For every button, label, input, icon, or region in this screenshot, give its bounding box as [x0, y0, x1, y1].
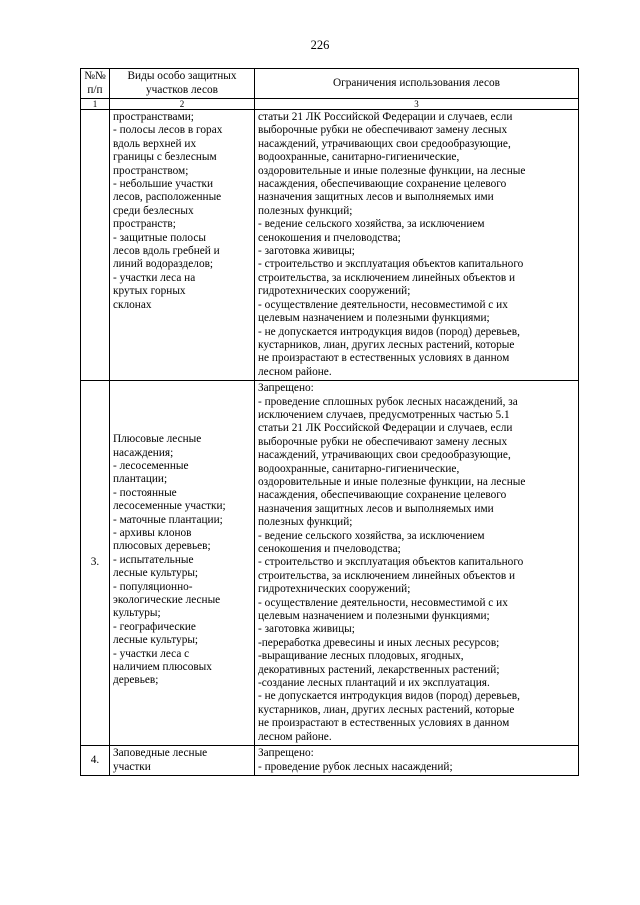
restriction-line: лесном районе. [258, 365, 332, 378]
table-row [81, 746, 579, 776]
restriction-line: -выращивание лесных плодовых, ягодных, [258, 650, 464, 663]
kind-line: - маточные плантации; [113, 513, 223, 526]
kind-line: - популяционно- [113, 580, 193, 593]
restriction-line: - заготовка живицы; [258, 245, 355, 258]
kind-line: линий водоразделов; [113, 258, 214, 271]
restriction-line: назначения защитных лесов и выполняемых ими [258, 191, 494, 204]
column-number: 1 [81, 99, 110, 110]
column-numbers-row [81, 99, 579, 110]
restriction-line: оздоровительные и иные полезные функции, на лесные [258, 475, 526, 488]
kind-line: среди безлесных [113, 204, 194, 217]
table-row [81, 110, 579, 381]
restriction-line: строительства, за исключением линейных объектов и [258, 569, 516, 582]
kind-line: - защитные полосы [113, 231, 206, 244]
kind-line: пространством; [113, 164, 189, 177]
kind-line: Плюсовые лесные [113, 433, 202, 446]
restriction-line: целевым назначением и полезными функциями; [258, 610, 490, 623]
restriction-line: сенокошения и пчеловодства; [258, 231, 401, 244]
restriction-line: - заготовка живицы; [258, 623, 355, 636]
kinds-cell [110, 110, 255, 381]
restriction-line: водоохранные, санитарно-гигиенические, [258, 151, 460, 164]
restriction-line: статьи 21 ЛК Российской Федерации и случаев, если [258, 422, 513, 435]
kind-line: лесов, расположенные [113, 191, 222, 204]
restriction-line: - не допускается интродукция видов (пород) деревьев, [258, 325, 520, 338]
kind-line: деревьев; [113, 674, 159, 687]
restriction-line: полезных функций; [258, 204, 353, 217]
kind-line: - полосы лесов в горах [113, 124, 223, 137]
restriction-line: -создание лесных плантаций и их эксплуатация. [258, 677, 490, 690]
column-number: 2 [110, 99, 255, 110]
restriction-line: статьи 21 ЛК Российской Федерации и случаев, если [258, 111, 513, 123]
restriction-line: насаждений, утрачивающих свои средообразующие, [258, 449, 511, 462]
restriction-line: назначения защитных лесов и выполняемых ими [258, 502, 494, 515]
kind-line: лесные культуры; [113, 634, 199, 647]
restriction-line: водоохранные, санитарно-гигиенические, [258, 462, 460, 475]
page-number: 226 [310, 38, 330, 52]
restriction-line: - проведение рубок лесных насаждений; [258, 760, 453, 773]
restriction-line: оздоровительные и иные полезные функции, на лесные [258, 164, 526, 177]
kind-line: - небольшие участки [113, 178, 214, 191]
kind-line: плюсовых деревьев; [113, 540, 211, 553]
restriction-line: не произрастают в естественных условиях в данном [258, 352, 510, 365]
restriction-line: -переработка древесины и иных лесных ресурсов; [258, 636, 500, 649]
kind-line: пространствами; [113, 111, 194, 123]
kinds-cell [110, 381, 255, 746]
kind-line: лесные культуры; [113, 567, 199, 580]
header-restrictions: Ограничения использования лесов [255, 69, 579, 99]
kind-line: пространств; [113, 218, 176, 231]
header-number [81, 69, 110, 99]
restriction-line: - строительство и эксплуатация объектов капитального [258, 556, 524, 569]
kind-line: наличием плюсовых [113, 661, 212, 674]
kinds-cell [110, 746, 255, 776]
kind-line: экологические лесные [113, 594, 221, 606]
restriction-line: - проведение сплошных рубок лесных насаждений, за [258, 395, 518, 408]
kind-line: лесосеменные участки; [113, 500, 226, 513]
restriction-line: гидротехнических сооружений; [258, 583, 411, 596]
restrictions-table [80, 68, 579, 776]
restrictions-cell [255, 381, 579, 746]
kind-line: насаждения; [113, 446, 174, 459]
table-row [81, 381, 579, 746]
restriction-line: исключением случаев, предусмотренных частью 5.1 [258, 408, 510, 421]
header-number-line: п/п [87, 83, 103, 96]
header-kinds [110, 69, 255, 99]
restriction-line: выборочные рубки не обеспечивают замену лесных [258, 124, 508, 137]
restriction-line: гидротехнических сооружений; [258, 285, 411, 298]
table-header-row [81, 69, 579, 99]
restriction-line: - ведение сельского хозяйства, за исключением [258, 529, 485, 542]
kind-line: склонах [113, 298, 152, 311]
restriction-line: - не допускается интродукция видов (пород) деревьев, [258, 690, 520, 703]
restriction-line: - осуществление деятельности, несовместимой с их [258, 298, 508, 311]
restriction-line: лесном районе. [258, 730, 332, 743]
restriction-line: декоративных растений, лекарственных растений; [258, 663, 500, 676]
restriction-line: насаждений, утрачивающих свои средообразующие, [258, 137, 511, 150]
restriction-line: не произрастают в естественных условиях в данном [258, 717, 510, 730]
restriction-line: кустарников, лиан, других лесных растений, которые [258, 703, 515, 716]
restriction-line: насаждения, обеспечивающие сохранение целевого [258, 489, 507, 502]
kind-line: культуры; [113, 607, 161, 620]
kind-line: - лесосеменные [113, 459, 189, 472]
kind-line: участки [113, 760, 151, 773]
kind-line: лесов вдоль гребней и [113, 245, 220, 258]
kind-line: вдоль верхней их [113, 137, 197, 150]
row-number [81, 110, 110, 381]
kind-line: - постоянные [113, 486, 177, 499]
kind-line: - участки леса на [113, 271, 196, 284]
restriction-line: полезных функций; [258, 516, 353, 529]
kind-line: - архивы клонов [113, 526, 192, 539]
kind-line: - географические [113, 620, 196, 633]
restriction-line: кустарников, лиан, других лесных растений, которые [258, 338, 515, 351]
restriction-line: сенокошения и пчеловодства; [258, 543, 401, 555]
restriction-line: целевым назначением и полезными функциями; [258, 312, 490, 325]
restriction-line: Запрещено: [258, 382, 314, 395]
kind-line: - участки леса с [113, 647, 190, 660]
kind-line: крутых горных [113, 285, 186, 298]
column-number: 3 [255, 99, 579, 110]
restriction-line: строительства, за исключением линейных объектов и [258, 271, 516, 284]
kind-line: границы с безлесным [113, 151, 217, 164]
restriction-line: насаждения, обеспечивающие сохранение целевого [258, 178, 507, 191]
restriction-line: выборочные рубки не обеспечивают замену лесных [258, 435, 508, 448]
header-number-line: №№ [84, 70, 106, 83]
restriction-line: - осуществление деятельности, несовместимой с их [258, 596, 508, 609]
header-kinds-line: Виды особо защитных [127, 70, 237, 83]
restriction-line: - строительство и эксплуатация объектов капитального [258, 258, 524, 271]
kind-line: плантации; [113, 473, 168, 486]
restriction-line: Запрещено: [258, 747, 314, 760]
kind-line: Заповедные лесные [113, 747, 208, 760]
restrictions-cell [255, 110, 579, 381]
row-number: 4. [81, 746, 110, 776]
restrictions-cell [255, 746, 579, 776]
kind-line: - испытательные [113, 553, 194, 566]
row-number: 3. [81, 381, 110, 746]
restriction-line: - ведение сельского хозяйства, за исключением [258, 218, 485, 231]
header-kinds-line: участков лесов [146, 83, 218, 96]
